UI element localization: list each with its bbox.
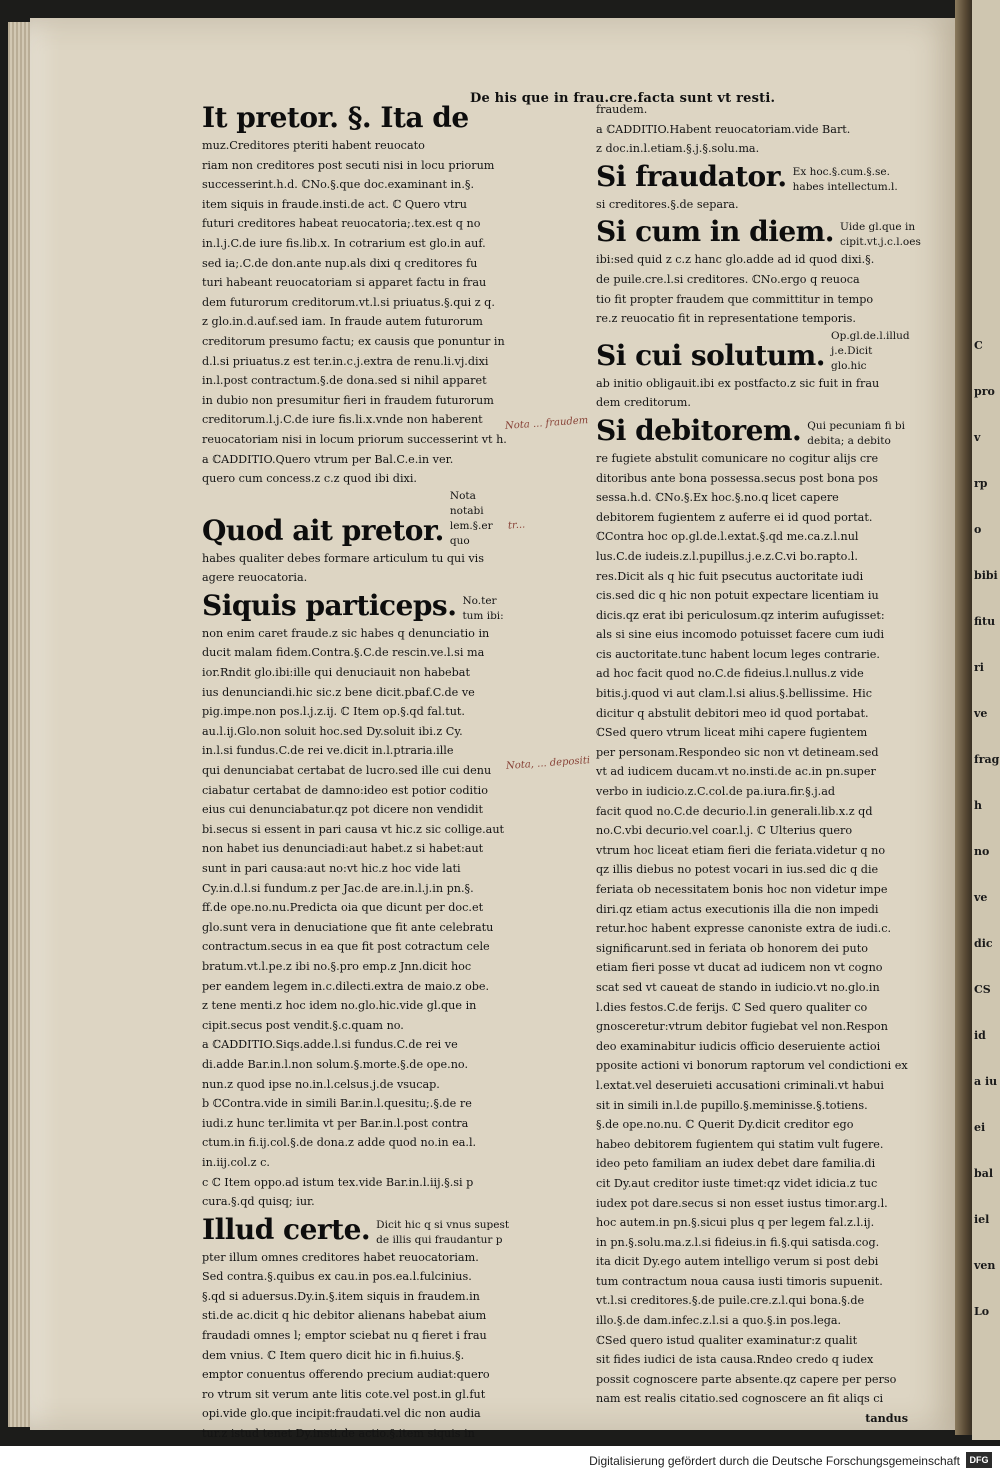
text-line: per eandem legem in.c.dilecti.extra de maio.z obe. xyxy=(202,979,490,993)
text-line: retur.hoc habent expresse canoniste extra de iudi.c. xyxy=(596,922,892,936)
next-page-fragment: ven xyxy=(974,1259,996,1272)
text-line: illo.§.de dam.infec.z.l.si a quo.§.in pos.lega. xyxy=(596,1314,842,1328)
lemma-gloss: Nota notabi lem.§.er quo xyxy=(449,489,493,547)
text-line: z glo.in.d.auf.sed iam. In fraude autem futurorum xyxy=(202,315,483,329)
text-line: sit fides iudici de ista causa.Rndeo credo q iudex xyxy=(596,1353,874,1367)
next-page-fragment: dic xyxy=(974,937,993,950)
text-line: agere reuocatoria. xyxy=(202,571,308,585)
lemma-gloss: Ex hoc.§.cum.§.se. habes intellectum.l. xyxy=(792,165,898,193)
section-lemma: It pretor. §. Ita de xyxy=(202,101,469,134)
lemma-gloss: Uide gl.que in cipit.vt.j.c.l.oes xyxy=(840,221,921,249)
text-line: creditorum.l.j.C.de iure fis.li.x.vnde non haberent xyxy=(202,413,483,427)
section-lemma: Si fraudator. xyxy=(596,159,787,193)
section-lemma: Illud certe. xyxy=(202,1212,371,1246)
text-line: l.extat.vel deseruieti accusationi criminali.vt habui xyxy=(596,1078,885,1092)
right-column xyxy=(596,100,921,1429)
next-page-fragment: id xyxy=(974,1029,986,1042)
next-page-fragment: C xyxy=(974,339,983,352)
text-line: dem creditorum. xyxy=(596,396,691,410)
next-page-fragment: a iu xyxy=(974,1075,998,1088)
lemma-gloss: Qui pecuniam fi bi debita; a debito xyxy=(807,419,906,447)
text-line: in.l.j.C.de iure fis.lib.x. In cotrarium est glo.in auf. xyxy=(202,236,486,250)
next-page-fragment: fitu xyxy=(974,615,996,628)
text-line: ducit malam fidem.Contra.§.C.de rescin.ve.l.si ma xyxy=(202,646,485,660)
text-line: ciabatur certabat de damno:ideo est potior coditio xyxy=(202,783,488,797)
lemma-row xyxy=(596,159,908,195)
next-page-fragment: rp xyxy=(974,477,988,490)
text-line: muz.Creditores pteriti habent reuocato xyxy=(202,139,425,152)
text-line: a ℂADDITIO.Siqs.adde.l.si fundus.C.de rei ve xyxy=(202,1038,458,1052)
text-line: dem futurorum creditorum.vt.l.si priuatus.§.qui z q. xyxy=(202,295,495,309)
text-line: iudi.z hunc ter.limita vt per Bar.in.l.post contra xyxy=(202,1116,469,1130)
text-line: habeo debitorem fugientem qui statim vult fugere. xyxy=(596,1137,884,1151)
text-line: sunt in pari causa:aut no:vt hic.z hoc vide lati xyxy=(202,862,461,875)
next-page-fragment: v xyxy=(974,431,981,444)
lemma-row xyxy=(596,214,921,250)
text-line: ℂSed quero istud qualiter examinatur:z qualit xyxy=(596,1333,858,1347)
text-line: di.adde Bar.in.l.non solum.§.morte.§.de ope.no. xyxy=(202,1057,469,1071)
text-line: Cy.in.d.l.si fundum.z per Jac.de are.in.l.j.in pn.§. xyxy=(202,881,474,895)
text-line: vt.l.si creditores.§.de puile.cre.z.l.qui bona.§.de xyxy=(596,1294,865,1308)
text-line: a ℂADDITIO.Habent reuocatoriam.vide Bart. xyxy=(596,122,851,136)
text-line: in dubio non presumitur fieri in fraudem futurorum xyxy=(202,393,494,407)
text-line: dicitur q abstulit debitori meo id quod portabat. xyxy=(596,706,869,720)
text-line: no.C.vbi decurio.vel coar.l.j. ℂ Ulterius quero xyxy=(596,824,853,838)
text-line: contractum.secus in ea que fit post cotractum cele xyxy=(202,940,490,954)
text-line: §.qd si aduersus.Dy.in.§.item siquis in fraudem.in xyxy=(202,1289,480,1303)
text-line: ff.de ope.no.nu.Predicta oia que dicunt per doc.et xyxy=(202,901,484,915)
text-line: emptor conuentus offerendo precium audiat:quero xyxy=(202,1368,490,1382)
text-line: in.l.post contractum.§.de dona.sed si nihil apparet xyxy=(202,374,487,388)
text-line: b ℂContra.vide in simili Bar.in.l.quesitu;.§.de re xyxy=(202,1097,472,1111)
text-line: l.dies festos.C.de ferijs. ℂ Sed quero qualiter co xyxy=(596,1000,868,1014)
text-line: cura.§.qd quisq; iur. xyxy=(202,1195,315,1209)
text-line: ab initio obligauit.ibi ex postfacto.z sic fuit in frau xyxy=(596,376,880,390)
text-line: ideo peto familiam an iudex debet dare familia.di xyxy=(596,1157,876,1171)
text-line: z tene menti.z hoc idem no.glo.hic.vide gl.que in xyxy=(202,999,477,1013)
next-page-fragment: o xyxy=(974,523,982,536)
text-line: qui denunciabat certabat de lucro.sed ille cui denu xyxy=(202,764,492,778)
text-line: pig.impe.non pos.l.j.z.ij. ℂ Item op.§.qd fal.tut. xyxy=(202,705,465,719)
text-line: bitis.j.quod vi aut clam.l.si alius.§.bellissime. Hic xyxy=(596,687,873,701)
text-line: turi habeant reuocatoriam si apparet factu in frau xyxy=(202,276,487,290)
text-line: facit quod no.C.de decurio.l.in generali.lib.x.z qd xyxy=(596,804,873,818)
text-line: in.iij.col.z c. xyxy=(202,1155,270,1169)
text-line: vt ad iudicem ducam.vt no.insti.de ac.in pn.super xyxy=(596,765,876,779)
text-line: ro vtrum sit verum ante litis cote.vel post.in gl.fut xyxy=(202,1387,486,1401)
text-line: riam non creditores post secuti nisi in locu priorum xyxy=(202,158,495,172)
text-line: tum contractum noua causa iusti timoris supuenit. xyxy=(596,1274,883,1288)
text-line: bi.secus si essent in pari causa vt hic.z sic collige.aut xyxy=(202,822,505,836)
text-line: verbo in iudicio.z.C.col.de pa.iura.fir.§.j.ad xyxy=(596,785,836,799)
text-line: tio fit propter fraudem que committitur in tempo xyxy=(596,292,874,306)
lemma-row xyxy=(202,588,512,624)
lemma-row xyxy=(596,413,908,449)
next-page-fragment: ve xyxy=(974,891,988,904)
next-page-fragment: Lo xyxy=(974,1305,990,1318)
next-page-fragment: pro xyxy=(974,385,995,398)
text-line: sit in simili in.l.de pupillo.§.meminisse.§.totiens. xyxy=(596,1098,868,1112)
section-lemma: Siquis particeps. xyxy=(202,588,457,622)
text-line: sed ia;.C.de don.ante nup.als dixi q creditores fu xyxy=(202,256,478,270)
text-line: deo examinabitur iudicis officio deseruiente actioi xyxy=(596,1039,881,1053)
next-page-fragment: ei xyxy=(974,1121,986,1134)
text-line: ior.Rndit glo.ibi:ille qui denuciauit non habebat xyxy=(202,666,470,680)
text-line: de puile.cre.l.si creditores. ℂNo.ergo q reuoca xyxy=(596,272,860,286)
text-line: ibi:sed quid z c.z hanc glo.adde ad id quod dixi.§. xyxy=(596,253,875,267)
text-line: non habet ius denunciadi:aut habet.z si habet:aut xyxy=(202,842,484,856)
text-line: fraudadi omnes l; emptor sciebat nu q fieret i frau xyxy=(202,1329,487,1343)
next-page-edge xyxy=(972,0,1000,1440)
next-page-fragment: h xyxy=(974,799,982,812)
text-line: Sed contra.§.quibus ex cau.in pos.ea.l.fulcinius. xyxy=(202,1270,472,1284)
section-lemma: Si cum in diem. xyxy=(596,215,835,249)
lemma-gloss: No.ter tum ibi: xyxy=(462,594,504,622)
text-line: etiam fieri posse vt ducat ad iudicem non vt cogno xyxy=(596,961,883,975)
text-line: fraudem. xyxy=(596,103,648,116)
text-line: pter illum omnes creditores habet reuocatoriam. xyxy=(202,1250,479,1264)
text-line: si creditores.§.de separa. xyxy=(596,197,739,211)
page-edge-stack xyxy=(8,22,32,1427)
text-line: cit Dy.aut creditor iuste timet:qz videt idicia.z tuc xyxy=(596,1176,878,1190)
text-line: ditoribus ante bona possessa.secus post bona pos xyxy=(596,471,878,485)
text-line: dem vnius. ℂ Item quero dicit hic in fi.huius.§. xyxy=(202,1348,465,1362)
text-line: iudex pot dare.secus si non esset iustus timor.arg.l. xyxy=(596,1196,888,1210)
text-line: ctum.in fi.ij.col.§.de dona.z adde quod no.in ea.l. xyxy=(202,1136,477,1150)
dfg-logo: DFG xyxy=(966,1452,992,1468)
text-line: nam est realis citatio.sed cognoscere an fit aliqs ci xyxy=(596,1392,884,1406)
catchword: tandus xyxy=(865,1411,908,1426)
text-line: in.l.si fundus.C.de rei ve.dicit in.l.ptraria.ille xyxy=(202,744,454,758)
text-line: sti.de ac.dicit q hic debitor alienans habebat aium xyxy=(202,1309,487,1323)
next-page-fragment: ve xyxy=(974,707,988,720)
text-line: pposite actioni vi bonorum raptorum vel condictioni ex xyxy=(596,1059,908,1073)
text-line: ad hoc facit quod no.C.de fideius.l.nullus.z vide xyxy=(596,667,864,681)
lemma-row xyxy=(202,1212,512,1248)
text-line: in pn.§.solu.ma.z.l.si fideius.in fi.§.qui satisda.cog. xyxy=(596,1235,880,1249)
text-line: qz illis diebus no potest vocari in ius.sed dic q die xyxy=(596,863,879,877)
text-line: au.l.ij.Glo.non soluit hoc.sed Dy.soluit ibi.z Cy. xyxy=(202,724,463,738)
text-line: als si sine eius incomodo potuisset facere cum iudi xyxy=(596,628,885,642)
handwritten-annotation: Nota ... fraudem xyxy=(504,415,589,432)
text-line: cipit.secus post vendit.§.c.quam no. xyxy=(202,1018,404,1032)
text-line: reuocatoriam nisi in locum priorum successerint vt h. xyxy=(202,432,507,446)
text-line: ius denunciandi.hic sic.z bene dicit.pbaf.C.de ve xyxy=(202,685,475,699)
text-line: ℂSed quero vtrum liceat mihi capere fugientem xyxy=(596,726,868,740)
text-line: z doc.in.l.etiam.§.j.§.solu.ma. xyxy=(596,142,760,156)
text-line: habes qualiter debes formare articulum tu qui vis xyxy=(202,551,484,565)
text-line: re fugiete abstulit comunicare no cogitur alijs cre xyxy=(596,451,879,465)
text-line: c ℂ Item oppo.ad istum tex.vide Bar.in.l.iij.§.si p xyxy=(202,1175,474,1189)
handwritten-annotation: Nota, ... depositi xyxy=(505,755,591,772)
text-line: feriata ob necessitatem bonis hoc non videtur impe xyxy=(596,883,888,896)
text-line: successerint.h.d. ℂNo.§.que doc.examinant in.§. xyxy=(202,178,475,192)
text-line: §.de ope.no.nu. ℂ Querit Dy.dicit creditor ego xyxy=(596,1118,854,1132)
text-line: sessa.h.d. ℂNo.§.Ex hoc.§.no.q licet capere xyxy=(596,491,839,505)
text-line: scat sed vt caueat de stando in iudicio.vt no.glo.in xyxy=(596,980,880,994)
text-line: res.Dicit als q hic fuit psecutus auctoritate iudi xyxy=(596,569,864,583)
left-column xyxy=(202,100,512,1444)
text-line: nun.z quod ipse no.in.l.celsus.j.de vsucap. xyxy=(202,1077,440,1091)
text-line: non enim caret fraude.z sic habes q denunciatio in xyxy=(202,626,490,640)
next-page-fragment: frag xyxy=(974,753,1000,766)
text-line: opi.vide glo.que incipit:fraudati.vel dic non audia xyxy=(202,1407,481,1421)
text-line: cis.sed dic q hic non potuit expectare licentiam iu xyxy=(596,589,879,603)
lemma-gloss: Op.gl.de.l.illud j.e.Dicit glo.hic xyxy=(831,329,910,372)
text-line: cis auctoritate.tunc habent locum leges contrarie. xyxy=(596,647,880,661)
section-lemma: Si debitorem. xyxy=(596,413,802,447)
text-line: debitorem fugientem z auferre ei id quod portat. xyxy=(596,510,873,524)
text-line: d.l.si priuatus.z est ter.in.c.j.extra de renu.li.vj.dixi xyxy=(202,354,489,368)
text-line: quero cum concess.z c.z quod ibi dixi. xyxy=(202,472,417,486)
lemma-gloss: Dicit hic q si vnus supest de illis qui fraudantur p xyxy=(376,1218,510,1246)
text-line: a ℂADDITIO.Quero vtrum per Bal.C.e.in ver. xyxy=(202,452,454,466)
lemma-row xyxy=(596,329,908,374)
text-line: gnosceretur:vtrum debitor fugiebat vel non.Respon xyxy=(596,1020,888,1034)
text-line: re.z reuocatio fit in representatione temporis. xyxy=(596,312,856,326)
text-line: diri.qz etiam actus executionis illa die non impedi xyxy=(596,902,879,916)
running-head: De his que in frau.cre.facta sunt vt resti. xyxy=(470,91,776,106)
handwritten-annotation: tr... xyxy=(507,519,526,532)
text-line: lus.C.de iudeis.z.l.pupillus.j.e.z.C.vi bo.rapto.l. xyxy=(596,549,858,563)
text-line: eius cui denunciabatur.qz pot dicere non vendidit xyxy=(202,803,483,817)
section-lemma: Quod ait pretor. xyxy=(202,513,444,547)
text-line: bratum.vt.l.pe.z ibi no.§.pro emp.z Jnn.dicit hoc xyxy=(202,959,472,973)
footer-credit: Digitalisierung gefördert durch die Deutsche Forschungsgemeinschaft xyxy=(589,1454,960,1468)
text-line: possit cognoscere parte absente.qz capere per perso xyxy=(596,1372,897,1386)
text-line: ita dicit Dy.ego autem intelligo verum si post debi xyxy=(596,1255,879,1269)
next-page-fragment: no xyxy=(974,845,990,858)
next-page-fragment: iel xyxy=(974,1213,990,1226)
section-lemma: Si cui solutum. xyxy=(596,338,825,372)
text-line: tur.z istud tenet Dy.insti.de actio.§.item siquis in xyxy=(202,1427,475,1441)
next-page-fragment: bal xyxy=(974,1167,993,1180)
text-line: vtrum hoc liceat etiam fieri die feriata.videtur q no xyxy=(596,843,886,857)
text-line: ℂContra hoc op.gl.de.l.extat.§.qd me.ca.z.l.nul xyxy=(596,530,859,544)
text-line: glo.sunt vera in denuciatione que fit ante celebratu xyxy=(202,920,494,934)
next-page-fragment: CS xyxy=(974,983,991,996)
text-line: item siquis in fraude.insti.de act. ℂ Quero vtru xyxy=(202,197,467,211)
text-line: dicis.qz erat ibi periculosum.qz interim aufugisset: xyxy=(596,608,885,622)
footer-bar xyxy=(0,1446,1000,1477)
text-line: per personam.Respondeo sic non vt detineam.sed xyxy=(596,745,879,759)
next-page-fragment: ri xyxy=(974,661,984,674)
text-line: futuri creditores habeat reuocatoria;.tex.est q no xyxy=(202,217,481,231)
text-line: significarunt.sed in feriata ob honorem dei puto xyxy=(596,941,868,955)
text-line: creditorum presumo factu; ex causis que ponuntur in xyxy=(202,334,505,348)
next-page-fragment: bibi xyxy=(974,569,998,582)
text-line: hoc autem.in pn.§.sicui plus q per legem fal.z.l.ij. xyxy=(596,1216,875,1230)
lemma-row xyxy=(202,489,512,549)
